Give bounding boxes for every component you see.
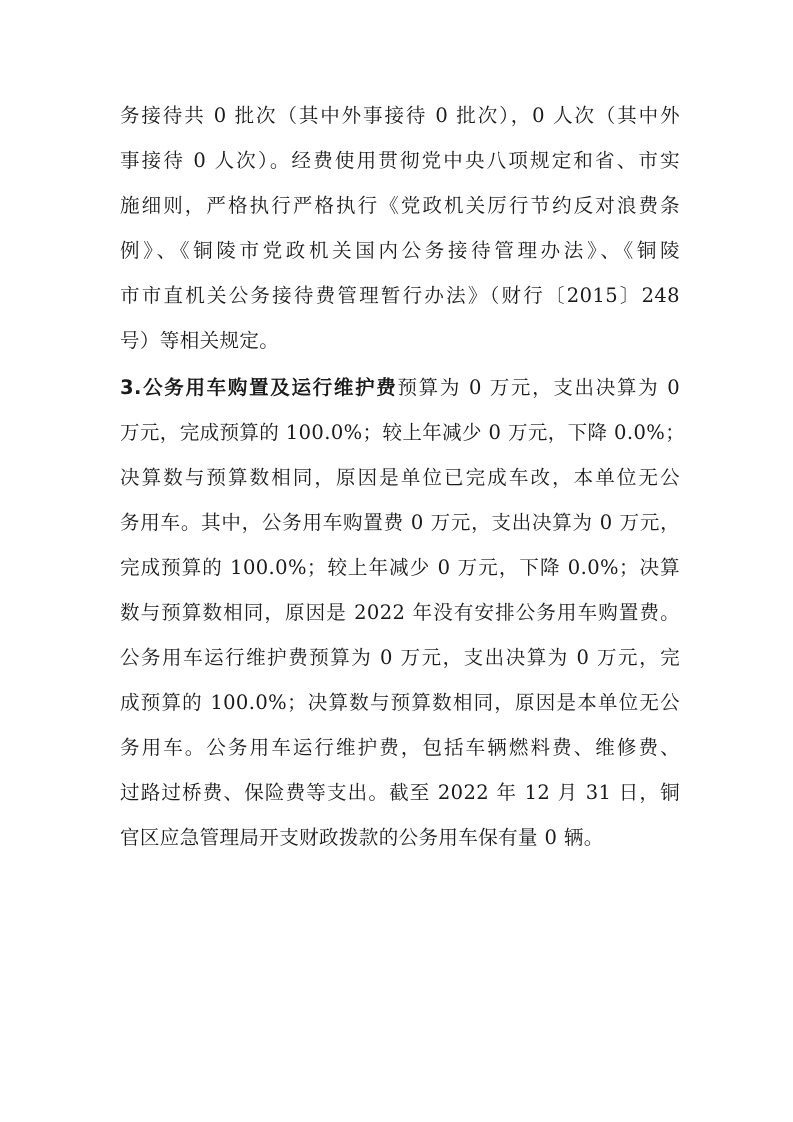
section-heading: 3.公务用车购置及运行维护费 [120, 376, 398, 399]
paragraph-2-line-8: 成预算的 100.0%；决算数与预算数相同，原因是本单位无公 [120, 691, 680, 714]
paragraph-1-line-4: 例》、《铜陵市党政机关国内公务接待管理办法》、《铜陵 [120, 239, 680, 262]
paragraph-2-line-3: 决算数与预算数相同，原因是单位已完成车改，本单位无公 [120, 466, 680, 489]
paragraph-2-line-10: 过路过桥费、保险费等支出。截至 2022 年 12 月 31 日，铜 [120, 781, 680, 804]
paragraph-1-line-3: 施细则，严格执行严格执行《党政机关厉行节约反对浪费条 [120, 194, 680, 217]
paragraph-1-line-1: 务接待共 0 批次（其中外事接待 0 批次），0 人次（其中外 [120, 104, 680, 127]
paragraph-2-line-1 [120, 375, 680, 401]
paragraph-2-line-2: 万元，完成预算的 100.0%；较上年减少 0 万元，下降 0.0%； [120, 421, 686, 444]
paragraph-2-line-9: 务用车。公务用车运行维护费，包括车辆燃料费、维修费、 [120, 736, 680, 759]
paragraph-2-line-11: 官区应急管理局开支财政拨款的公务用车保有量 0 辆。 [120, 826, 604, 849]
paragraph-1-line-6: 号）等相关规定。 [120, 329, 280, 352]
paragraph-1-line-5: 市市直机关公务接待费管理暂行办法》（财行〔2015〕248 [120, 284, 680, 307]
paragraph-2-line-4: 务用车。其中，公务用车购置费 0 万元，支出决算为 0 万元， [120, 511, 680, 534]
paragraph-2-line-1-rest: 预算为 0 万元，支出决算为 0 [397, 376, 680, 399]
paragraph-2-line-7: 公务用车运行维护费预算为 0 万元，支出决算为 0 万元，完 [120, 646, 680, 669]
paragraph-2-line-5: 完成预算的 100.0%；较上年减少 0 万元，下降 0.0%；决算 [120, 556, 680, 579]
paragraph-1-line-2: 事接待 0 人次）。经费使用贯彻党中央八项规定和省、市实 [120, 149, 680, 172]
paragraph-2-line-6: 数与预算数相同，原因是 2022 年没有安排公务用车购置费。 [120, 601, 680, 624]
